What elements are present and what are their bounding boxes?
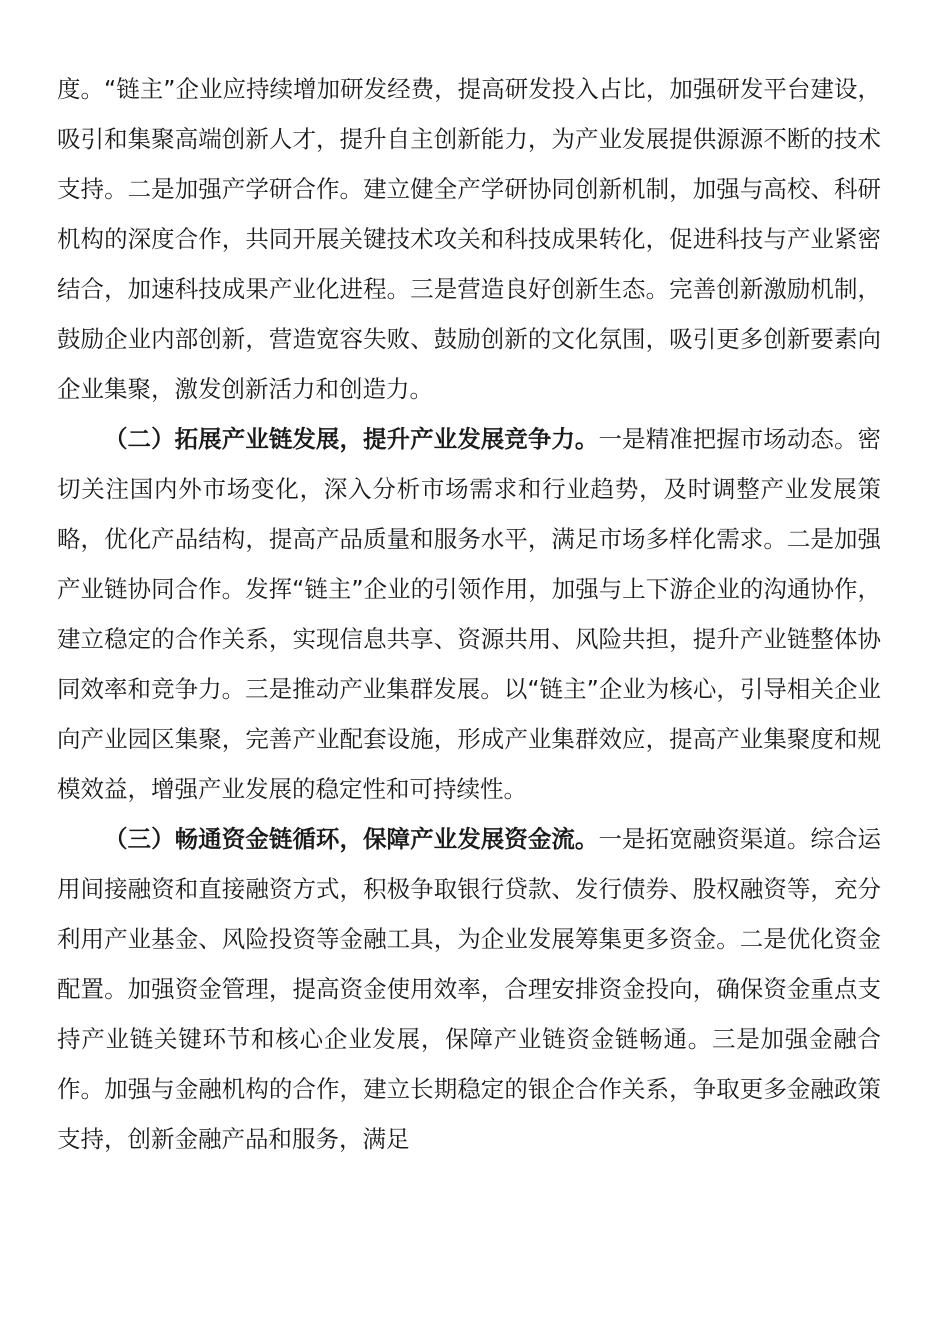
paragraph-capital-chain	[57, 814, 881, 1164]
paragraph-innovation-continued	[57, 64, 881, 414]
section-heading: （二）拓展产业链发展，提升产业发展竞争力。	[104, 425, 599, 453]
document-page	[57, 64, 881, 1164]
paragraph-body: 一是精准把握市场动态。密切关注国内外市场变化，深入分析市场需求和行业趋势，及时调整产业发展策略，优化产品结构，提高产品质量和服务水平，满足市场多样化需求。二是加强产业链协同合作。发挥“链主”企业的引领作用，加强与上下游企业的沟通协作，建立稳定的合作关系，实现信息共享、资源共用、风险共担，提升产业链整体协同效率和竞争力。三是推动产业集群发展。以“链主”企业为核心，引导相关企业向产业园区集聚，完善产业配套设施，形成产业集群效应，提高产业集聚度和规模效益，增强产业发展的稳定性和可持续性。	[57, 425, 881, 803]
paragraph-body: 度。“链主”企业应持续增加研发经费，提高研发投入占比，加强研发平台建设，吸引和集聚高端创新人才，提升自主创新能力，为产业发展提供源源不断的技术支持。二是加强产学研合作。建立健全产学研协同创新机制，加强与高校、科研机构的深度合作，共同开展关键技术攻关和科技成果转化，促进科技与产业紧密结合，加速科技成果产业化进程。三是营造良好创新生态。完善创新激励机制，鼓励企业内部创新，营造宽容失败、鼓励创新的文化氛围，吸引更多创新要素向企业集聚，激发创新活力和创造力。	[57, 75, 881, 403]
paragraph-industry-chain	[57, 414, 881, 814]
section-heading: （三）畅通资金链循环，保障产业发展资金流。	[104, 825, 599, 853]
paragraph-body: 一是拓宽融资渠道。综合运用间接融资和直接融资方式，积极争取银行贷款、发行债券、股权融资等，充分利用产业基金、风险投资等金融工具，为企业发展筹集更多资金。二是优化资金配置。加强资金管理，提高资金使用效率，合理安排资金投向，确保资金重点支持产业链关键环节和核心企业发展，保障产业链资金链畅通。三是加强金融合作。加强与金融机构的合作，建立长期稳定的银企合作关系，争取更多金融政策支持，创新金融产品和服务，满足	[57, 825, 881, 1153]
